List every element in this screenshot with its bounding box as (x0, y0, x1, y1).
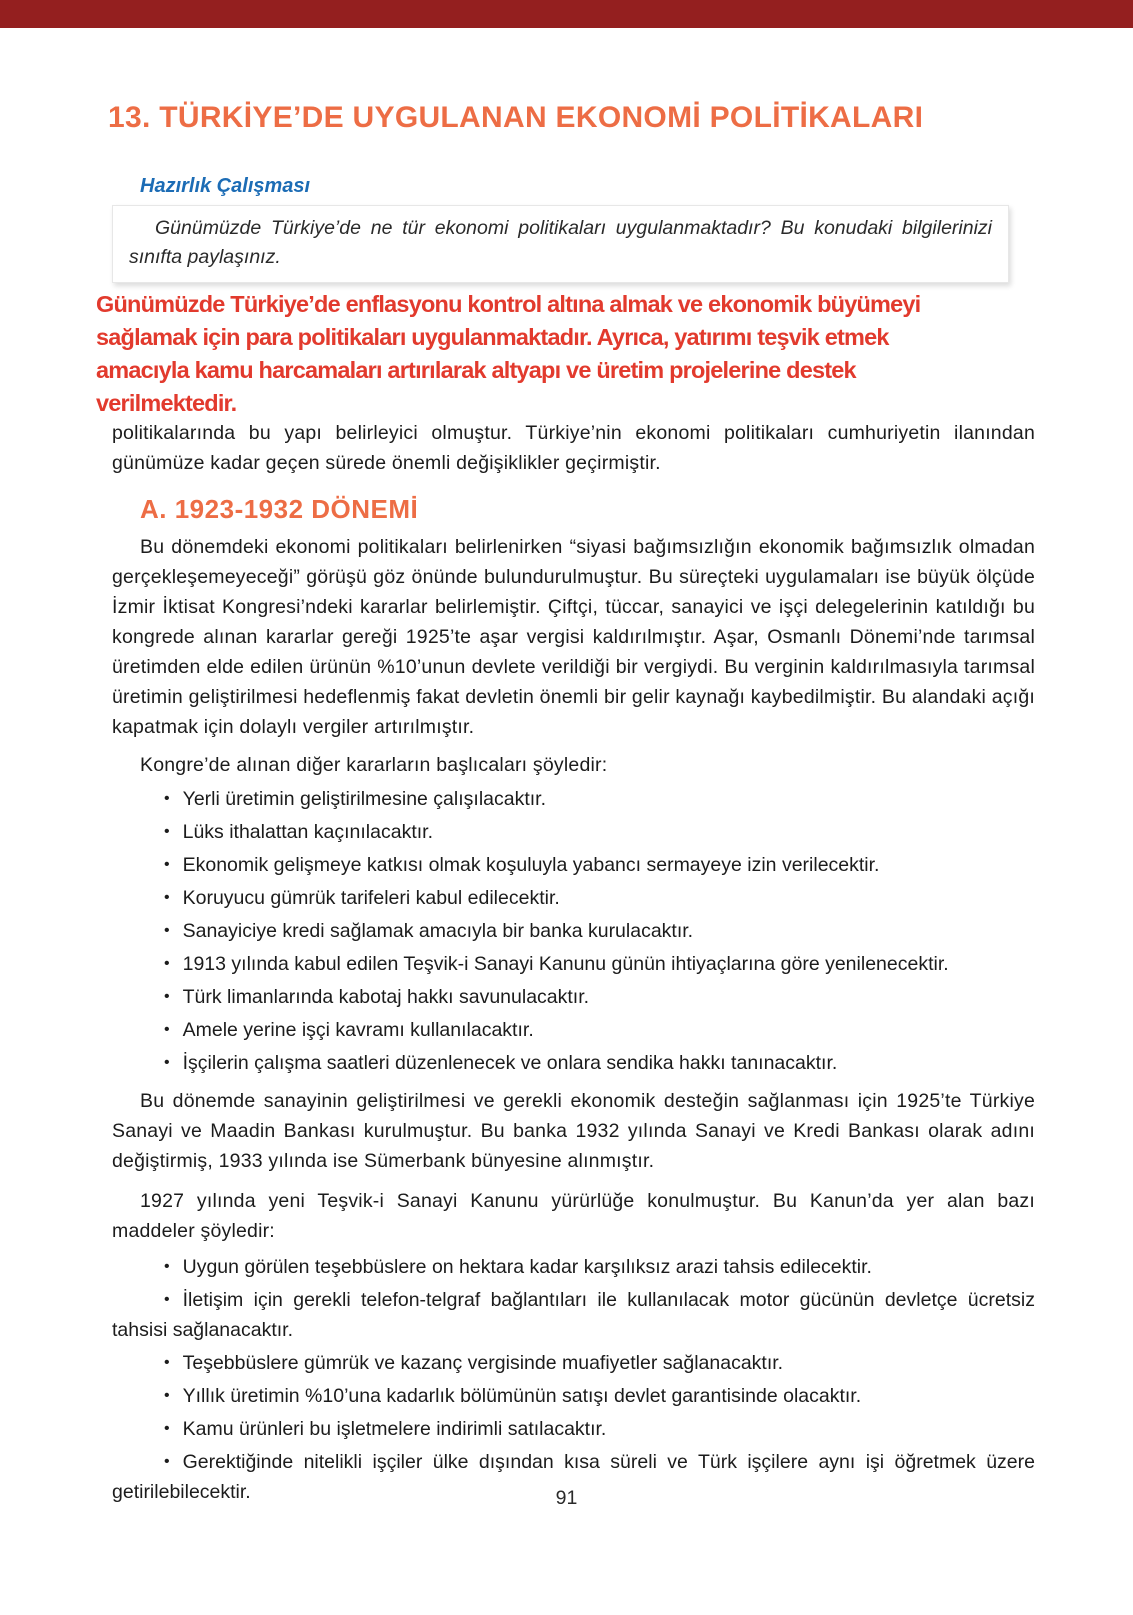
list-item (112, 883, 1035, 913)
list-item-text: İşçilerin çalışma saatleri düzenlenecek ve onlara sendika hakkı tanınacaktır. (182, 1052, 838, 1074)
congress-decisions-list (112, 784, 1035, 1078)
list-item-text: Lüks ithalattan kaçınılacaktır. (182, 821, 433, 843)
intro-paragraph: politikalarında bu yapı belirleyici olmuştur. Türkiye’nin ekonomi politikaları cumhuriyetin ilanından günümüze kadar geçen sürede önemli değişiklikler geçirmiştir. (112, 422, 1035, 474)
list-item (112, 982, 1035, 1012)
law-articles-list (112, 1252, 1035, 1507)
list-item (112, 949, 1035, 979)
list-item (112, 1015, 1035, 1045)
list-item-text: 1913 yılında kabul edilen Teşvik-i Sanayi Kanunu günün ihtiyaçlarına göre yenilenecektir. (182, 953, 949, 975)
list-item (112, 1252, 1035, 1282)
page-content (0, 28, 1133, 1510)
answer-line: Günümüzde Türkiye’de enflasyonu kontrol altına almak ve ekonomik büyümeyi (96, 291, 921, 317)
list-item (112, 850, 1035, 880)
list-item (112, 916, 1035, 946)
bullet-icon: • (164, 1453, 170, 1470)
prep-question-box (112, 205, 1009, 283)
chapter-title: 13. TÜRKİYE’DE UYGULANAN EKONOMİ POLİTİKALARI (108, 101, 924, 134)
list-item-text: Ekonomik gelişmeye katkısı olmak koşuluyla yabancı sermayeye izin verilecektir. (182, 854, 880, 876)
list-item-text: Koruyucu gümrük tarifeleri kabul edilecektir. (182, 887, 560, 909)
list-item-text: Gerektiğinde nitelikli işçiler ülke dışından kısa süreli ve Türk işçilere aynı işi öğretmek üzere getirilebilecektir. (112, 1451, 1035, 1503)
bullet-icon: • (164, 1420, 170, 1437)
bullet-icon: • (164, 790, 170, 807)
student-answer-text (96, 288, 1056, 420)
bullet-icon: • (164, 988, 170, 1005)
bullet-icon: • (164, 1387, 170, 1404)
list-item (112, 1414, 1035, 1444)
section-paragraph-1: Bu dönemdeki ekonomi politikaları belirlenirken “siyasi bağımsızlığın ekonomik bağımsızlık olmadan gerçekleşemeyeceği” görüşü göz önünde bulundurulmuştur. Bu süreçteki uygulamaları ise büyük ölçüde İzmir İktisat Kongresi’ndeki kararlar belirlemiştir. Çiftçi, tüccar, sanayici ve işçi delegelerinin katıldığı bu kongrede alınan kararlar gereği 1925’te aşar vergisi kaldırılmıştır. Aşar, Osmanlı Dönemi’nde tarımsal üretimden elde edilen ürünün %10’unun devlete verildiği bir vergiydi. Bu verginin kaldırılmasıyla tarımsal üretimin geliştirilmesi hedeflenmiş fakat devletin önemli bir gelir kaynağı kaybedilmiştir. Bu alandaki açığı kapatmak için dolaylı vergiler artırılmıştır. (112, 536, 1035, 738)
section-heading: A. 1923-1932 DÖNEMİ (140, 494, 419, 524)
answer-line: sağlamak için para politikaları uygulanmaktadır. Ayrıca, yatırımı teşvik etmek (96, 324, 889, 350)
list-item-text: Uygun görülen teşebbüslere on hektara kadar karşılıksız arazi tahsis edilecektir. (182, 1256, 872, 1278)
prep-activity-heading: Hazırlık Çalışması (140, 175, 311, 197)
bullet-icon: • (164, 1021, 170, 1038)
page-top-color-bar (0, 0, 1133, 28)
congress-list-intro: Kongre’de alınan diğer kararların başlıcaları şöyledir: (140, 754, 608, 776)
list-item (112, 1348, 1035, 1378)
bullet-icon: • (164, 1354, 170, 1371)
list-item-text: Yıllık üretimin %10’una kadarlık bölümünün satışı devlet garantisinde olacaktır. (182, 1385, 862, 1407)
bullet-icon: • (164, 1054, 170, 1071)
list-item-text: Türk limanlarında kabotaj hakkı savunulacaktır. (182, 986, 590, 1008)
answer-line: verilmektedir. (96, 390, 237, 416)
bullet-icon: • (164, 1291, 170, 1308)
section-paragraph-3: 1927 yılında yeni Teşvik-i Sanayi Kanunu yürürlüğe konulmuştur. Bu Kanun’da yer alan bazı maddeler şöyledir: (112, 1190, 1035, 1242)
list-item-text: İletişim için gerekli telefon-telgraf bağlantıları ile kullanılacak motor gücünün devletçe ücretsiz tahsisi sağlanacaktır. (112, 1289, 1035, 1341)
section-paragraph-2: Bu dönemde sanayinin geliştirilmesi ve gerekli ekonomik desteğin sağlanması için 1925’te Türkiye Sanayi ve Maadin Bankası kurulmuştur. Bu banka 1932 yılında Sanayi ve Kredi Bankası olarak adını değiştirmiş, 1933 yılında ise Sümerbank bünyesine alınmıştır. (112, 1090, 1035, 1172)
list-item-text: Yerli üretimin geliştirilmesine çalışılacaktır. (182, 788, 547, 810)
list-item-text: Amele yerine işçi kavramı kullanılacaktır. (182, 1019, 534, 1041)
bullet-icon: • (164, 889, 170, 906)
page-number: 91 (555, 1487, 578, 1509)
list-item (112, 1048, 1035, 1078)
answer-line: amacıyla kamu harcamaları artırılarak altyapı ve üretim projelerine destek (96, 357, 856, 383)
bullet-icon: • (164, 955, 170, 972)
list-item (112, 784, 1035, 814)
list-item (112, 1285, 1035, 1345)
bullet-icon: • (164, 922, 170, 939)
prep-question-text: Günümüzde Türkiye’de ne tür ekonomi politikaları uygulanmaktadır? Bu konudaki bilgilerinizi sınıfta paylaşınız. (129, 217, 992, 268)
list-item-text: Sanayiciye kredi sağlamak amacıyla bir banka kurulacaktır. (182, 920, 694, 942)
bullet-icon: • (164, 856, 170, 873)
list-item-text: Teşebbüslere gümrük ve kazanç vergisinde muafiyetler sağlanacaktır. (182, 1352, 784, 1374)
bullet-icon: • (164, 823, 170, 840)
list-item (112, 817, 1035, 847)
bullet-icon: • (164, 1258, 170, 1275)
list-item-text: Kamu ürünleri bu işletmelere indirimli satılacaktır. (182, 1418, 607, 1440)
list-item (112, 1381, 1035, 1411)
